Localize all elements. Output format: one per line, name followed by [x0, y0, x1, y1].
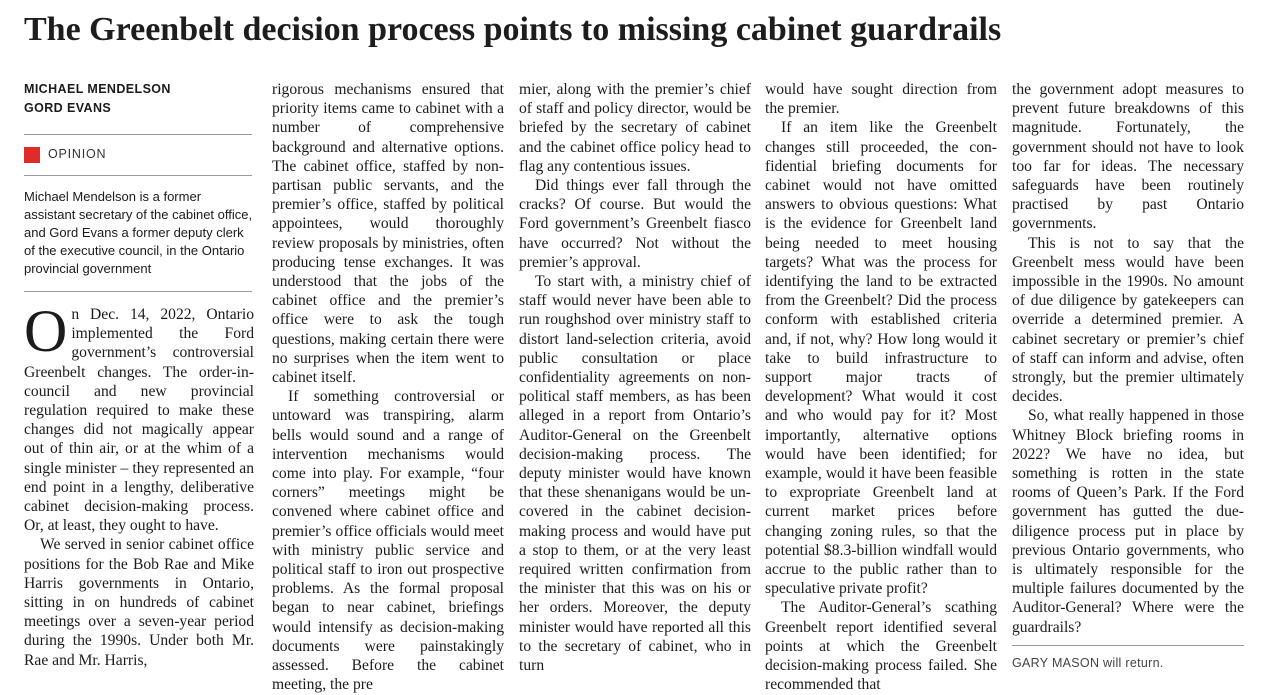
section-label: OPINION [48, 147, 107, 162]
drop-cap: O [24, 298, 68, 364]
divider [24, 134, 252, 135]
paragraph: So, what really happened in those Whitney Block briefing rooms in 2022? We have no idea, but something is rotten in the state rooms of Queen’s Park. If the Ford government has gutted the due-diligence process put in place by previous Ontario governments, who is ultimately responsible for the multiple failures documented by the Auditor-General? Where were the guardrails? [1012, 407, 1244, 636]
paragraph: rigorous mechanisms ensured that priority items came to cabinet with a number of comprehensive background and alternative options. The cabinet office, staffed by non-partisan public servants, and the premier’s office, staffed by political appointees, would thoroughly review proposals by ministries, often producing tense exchanges. It was understood that the jobs of the cabinet office and the premier’s office were to ask the tough questions, making certain there were no surprises when the item went to cabinet itself. [272, 81, 504, 387]
paragraph: To start with, a ministry chief of staff would never have been able to run roughshod over ministry staff to distort land-selection criteria, avoid public consultation or place confidentiality agreements on non-political staff members, as has been alleged in a report from Ontario’s Auditor-General on the Greenbelt decision-making process. The deputy minister would have known that these shenanigans would be uncovered in the cabinet decision-making process and would have put a stop to them, or at the very least required written confirmation from the minister that this was on his or her orders. Moreover, the deputy minister would have reported all this to the secretary of cabinet, who in turn [519, 273, 751, 675]
paragraph: If something controversial or untoward was transpiring, alarm bells would sound and a range of intervention mechanisms would come into play. For example, “four corners” meetings might be convened where cabinet office and premier’s office officials would meet with ministry public service and political staff to iron out prospective problems. As the formal proposal began to near cabinet, briefings would intensify as decision-making documents were painstakingly assessed. Before the cabinet meeting, the pre [272, 388, 504, 694]
paragraph: the government adopt measures to prevent future breakdowns of this magnitude. Fortunately, the government should not have to look too far for ideas. The necessary safeguards have been routinely practised by past Ontario governments. [1012, 81, 1244, 233]
divider [24, 175, 252, 176]
paragraph-text: n Dec. 14, 2022, Ontario implemented the Ford government’s controversial Greenbelt changes. The order-in-council and new provincial regulation required to make these changes did not magically appear out of thin air, or at the whim of a single minister – they represented an end point in a lengthy, deliberative cabinet decision-making process. Or, at least, they ought to have. [24, 306, 254, 535]
paragraph: If an item like the Greenbelt changes still proceeded, the confidential briefing documents for cabinet would not have omitted answers to obvious questions: What is the evidence for Greenbelt land being needed to meet housing targets? What was the process for identifying the land to be extracted from the Greenbelt? Did the process conform with established criteria and, if not, why? How long would it take to build infrastructure to support major tracts of development? What would it cost and who would pay for it? Most importantly, alternative options would have been identified; for example, would it have been feasible to expropriate Greenbelt land at current market prices before changing zoning rules, so that the potential $8.3-billion windfall would accrue to the public rather than to speculative private profit? [765, 119, 997, 598]
divider [1012, 645, 1244, 646]
headline: The Greenbelt decision process points to missing cabinet guardrails [24, 11, 1002, 48]
signoff: GARY MASON will return. [1012, 655, 1164, 670]
paragraph [24, 298, 254, 535]
paragraph: would have sought direction from the premier. [765, 81, 997, 118]
author-bio: Michael Mendelson is a former assistant secretary of the cabinet office, and Gord Evans a former deputy clerk of the executive council, in the Ontario provincial government [24, 189, 253, 276]
paragraph: We served in senior cabinet office positions for the Bob Rae and Mike Harris governments in Ontario, sitting in on hundreds of cabinet meetings over a seven-year period during the 1990s. Under both Mr. Rae and Mr. Harris, [24, 536, 254, 669]
divider [24, 291, 252, 292]
paragraph: Did things ever fall through the cracks? Of course. But would the Ford government’s Greenbelt fiasco have occurred? Not without the premier’s approval. [519, 177, 751, 271]
column-3 [519, 80, 751, 680]
section-square-icon [24, 147, 40, 163]
author-name: MICHAEL MENDELSON [24, 82, 171, 96]
author-name: GORD EVANS [24, 101, 112, 115]
column-1 [24, 80, 254, 680]
column-4 [765, 80, 997, 694]
paragraph: The Auditor-General’s scathing Greenbelt report identified several points at which the Greenbelt decision-making process failed. She recommended that [765, 599, 997, 694]
paragraph: This is not to say that the Greenbelt mess would have been impossible in the 1990s. No amount of due diligence by gatekeepers can override a determined premier. A cabinet secretary or premier’s chief of staff can inform and advise, often strongly, but the premier ultimately decides. [1012, 234, 1244, 406]
column-5 [1012, 80, 1244, 680]
paragraph: mier, along with the premier’s chief of staff and policy director, would be briefed by the secretary of cabinet and the cabinet office policy head to flag any contentious issues. [519, 81, 751, 175]
section-tag [24, 146, 254, 164]
column-2 [272, 80, 504, 694]
